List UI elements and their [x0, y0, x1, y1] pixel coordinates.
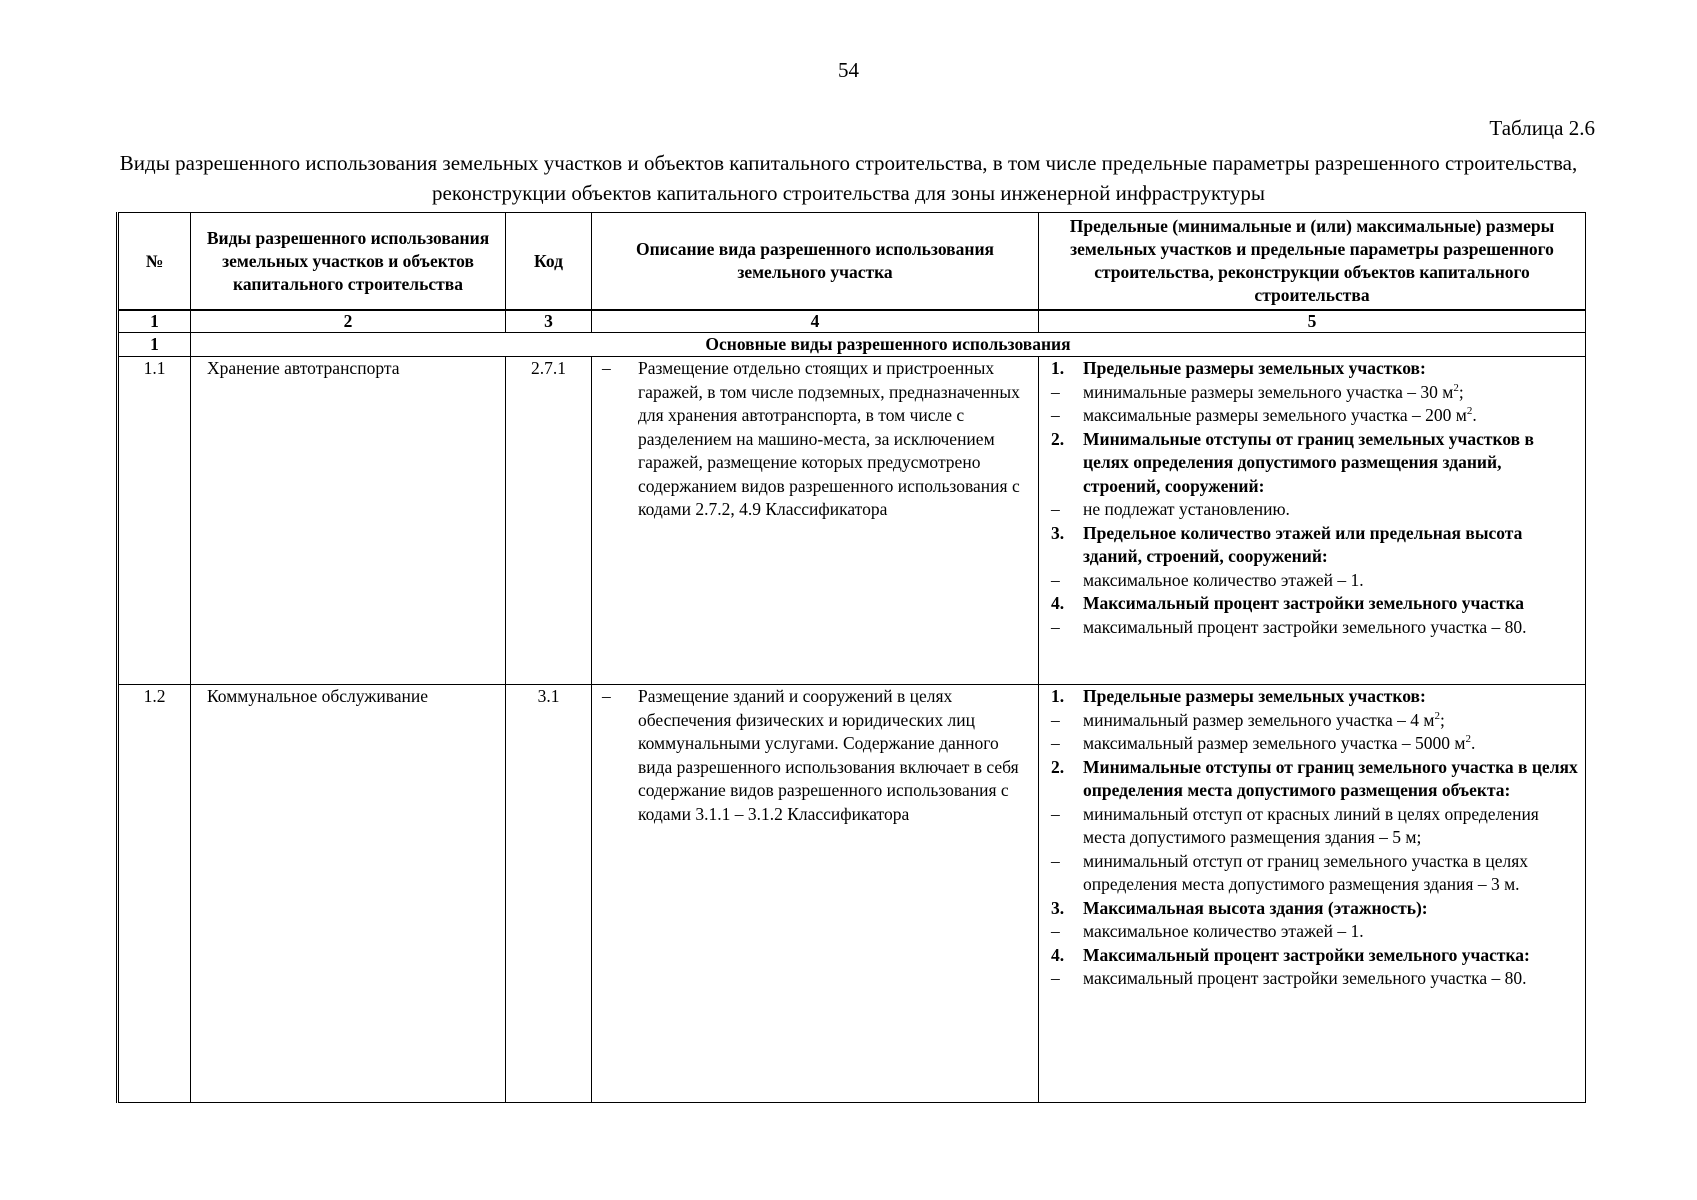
- param-number: 1.: [1051, 686, 1065, 706]
- limits-cell: [1039, 357, 1586, 685]
- section-number: 1: [118, 333, 191, 357]
- use-description: [592, 685, 1039, 1103]
- use-kind: Хранение автотранспорта: [191, 357, 506, 685]
- page-number: 54: [838, 58, 859, 82]
- header-description: Описание вида разрешенного использования земельного участка: [592, 213, 1039, 311]
- dash-marker: –: [602, 686, 611, 706]
- row-number: 1.2: [118, 685, 191, 1103]
- column-number: 3: [506, 310, 592, 333]
- param-value: минимальный размер земельного участка – 4 м: [1083, 709, 1435, 730]
- use-kind: Коммунальное обслуживание: [191, 685, 506, 1103]
- column-number-row: [118, 310, 1586, 333]
- use-description: [592, 357, 1039, 685]
- param-heading: Максимальный процент застройки земельного участка:: [1083, 944, 1530, 965]
- param-value: максимальное количество этажей – 1.: [1083, 569, 1364, 590]
- param-number: 2.: [1051, 756, 1065, 777]
- table-label: Таблица 2.6: [1489, 116, 1595, 140]
- param-heading: Минимальные отступы от границ земельных участков в целях определения допустимого размещения зданий, строений, сооружений:: [1083, 428, 1534, 496]
- param-value: минимальный отступ от границ земельного участка в целях определения места допустимого размещения здания – 3 м.: [1083, 850, 1529, 894]
- param-number: 3.: [1051, 897, 1065, 918]
- header-no: №: [118, 213, 191, 311]
- description-text: Размещение отдельно стоящих и пристроенных гаражей, в том числе подземных, предназначенных для хранения автотранспорта, в том числе с разделением на машино-места, за исключением гаражей, размещение которых предусмотрено содержанием видов разрешенного использования с кодами 2.7.2, 4.9 Классификатора: [638, 358, 1020, 519]
- param-value: минимальные размеры земельного участка – 30 м: [1083, 381, 1454, 402]
- section-row: [118, 333, 1586, 357]
- header-row: [118, 213, 1586, 311]
- column-number: 2: [191, 310, 506, 333]
- column-number: 5: [1039, 310, 1586, 333]
- param-heading: Максимальная высота здания (этажность):: [1083, 897, 1428, 918]
- param-heading: Минимальные отступы от границ земельного участка в целях определения места допустимого размещения объекта:: [1083, 756, 1578, 800]
- land-use-table: [116, 212, 1586, 1103]
- dash-marker: –: [1051, 733, 1060, 753]
- header-kind: Виды разрешенного использования земельных участков и объектов капитального строительства: [191, 213, 506, 311]
- table-row: [118, 357, 1586, 685]
- param-number: 1.: [1051, 358, 1065, 378]
- param-value: максимальный процент застройки земельного участка – 80.: [1083, 616, 1527, 637]
- param-heading: Предельное количество этажей или предельная высота зданий, строений, сооружений:: [1083, 522, 1523, 566]
- param-number: 4.: [1051, 944, 1065, 965]
- param-value: максимальные размеры земельного участка – 200 м: [1083, 405, 1467, 425]
- dash-marker: –: [1051, 921, 1060, 941]
- table-title: Виды разрешенного использования земельных участков и объектов капитального строительства, в том числе предельные параметры разрешенного строительства, реконструкции объектов капитального строительства для зоны инженерной инфраструктуры: [119, 151, 1578, 205]
- dash-marker: –: [1051, 616, 1060, 637]
- dash-marker: –: [602, 358, 611, 378]
- section-title: Основные виды разрешенного использования: [191, 333, 1586, 357]
- column-number: 1: [118, 310, 191, 333]
- limits-cell: [1039, 685, 1586, 1103]
- dash-marker: –: [1051, 405, 1060, 425]
- param-heading: Предельные размеры земельных участков:: [1083, 358, 1426, 378]
- param-value: максимальное количество этажей – 1.: [1083, 921, 1364, 941]
- param-heading: Предельные размеры земельных участков:: [1083, 686, 1426, 706]
- header-code: Код: [506, 213, 592, 311]
- param-value: не подлежат установлению.: [1083, 499, 1290, 519]
- dash-marker: –: [1051, 499, 1060, 519]
- punct: .: [1470, 733, 1476, 753]
- superscript: 2: [1453, 381, 1459, 394]
- dash-marker: –: [1051, 968, 1060, 988]
- param-value: максимальный процент застройки земельного участка – 80.: [1083, 968, 1527, 988]
- dash-marker: –: [1051, 803, 1060, 824]
- param-value: максимальный размер земельного участка – 5000 м: [1083, 733, 1466, 753]
- dash-marker: –: [1051, 709, 1060, 730]
- superscript: 2: [1466, 405, 1473, 418]
- superscript: 2: [1434, 709, 1440, 722]
- param-value: минимальный отступ от красных линий в целях определения места допустимого размещения здания – 5 м;: [1083, 803, 1539, 847]
- description-text: Размещение зданий и сооружений в целях обеспечения физических и юридических лиц коммунальными услугами. Содержание данного вида разрешенного использования включает в себя содержание видов разрешенного использования с кодами 3.1.1 – 3.1.2 Классификатора: [638, 686, 1019, 824]
- dash-marker: –: [1051, 381, 1060, 402]
- param-heading: Максимальный процент застройки земельного участка: [1083, 593, 1525, 613]
- row-number: 1.1: [118, 357, 191, 685]
- param-number: 3.: [1051, 522, 1065, 543]
- column-number: 4: [592, 310, 1039, 333]
- punct: ;: [1458, 381, 1464, 402]
- use-code: 3.1: [506, 685, 592, 1103]
- superscript: 2: [1465, 733, 1471, 746]
- header-limits: Предельные (минимальные и (или) максимальные) размеры земельных участков и предельные параметры разрешенного строительства, реконструкции объектов капитального строительства: [1039, 213, 1586, 311]
- punct: .: [1472, 405, 1477, 425]
- dash-marker: –: [1051, 569, 1060, 590]
- punct: ;: [1439, 709, 1445, 730]
- use-code: 2.7.1: [506, 357, 592, 685]
- param-number: 2.: [1051, 428, 1065, 449]
- param-number: 4.: [1051, 593, 1065, 613]
- dash-marker: –: [1051, 850, 1060, 871]
- table-row: [118, 685, 1586, 1103]
